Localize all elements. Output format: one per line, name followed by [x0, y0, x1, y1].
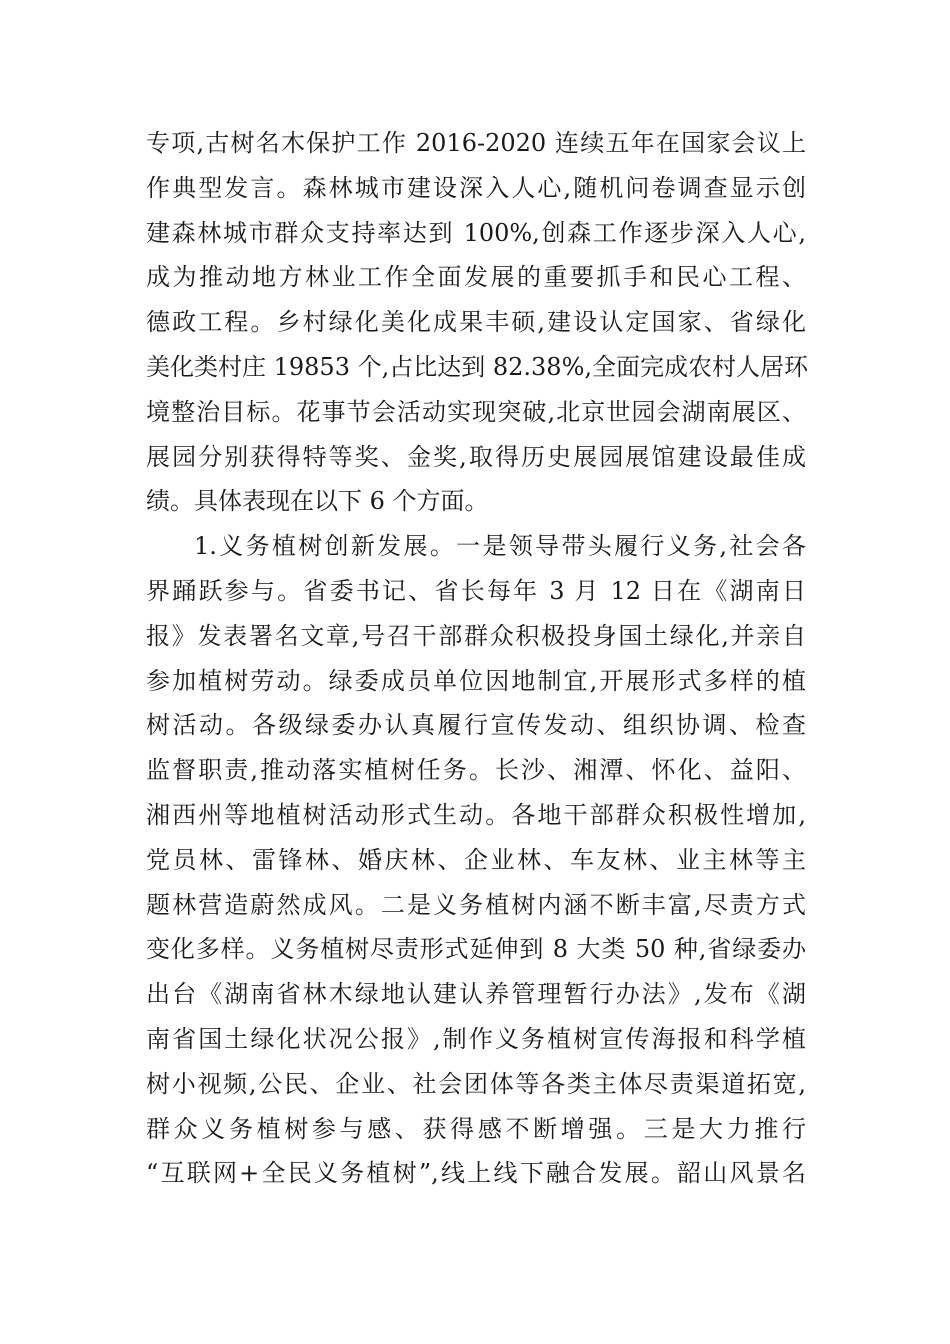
text-line: 树活动。各级绿委办认真履行宣传发动、组织协调、检查	[146, 711, 806, 740]
body-text	[146, 121, 809, 1196]
text-line: 出台《湖南省林木绿地认建认养管理暂行办法》,发布《湖	[146, 980, 806, 1009]
text-line: 绩。具体表现在以下 6 个方面。	[146, 487, 489, 516]
text-line: 监督职责,推动落实植树任务。长沙、湘潭、怀化、益阳、	[146, 756, 806, 785]
text-line: 作典型发言。森林城市建设深入人心,随机问卷调查显示创	[146, 173, 806, 202]
text-line: 群众义务植树参与感、获得感不断增强。三是大力推行	[146, 1114, 806, 1143]
text-line: 变化多样。义务植树尽责形式延伸到 8 大类 50 种,省绿委办	[146, 935, 806, 964]
text-line: 专项,古树名木保护工作 2016-2020 连续五年在国家会议上	[146, 129, 806, 157]
text-line: 南省国土绿化状况公报》,制作义务植树宣传海报和科学植	[146, 1024, 806, 1053]
text-line: 界踊跃参与。省委书记、省长每年 3 月 12 日在《湖南日	[146, 576, 806, 605]
text-line: 美化类村庄 19853 个,占比达到 82.38%,全面完成农村人居环	[146, 352, 809, 381]
text-line: “互联网+全民义务植树”,线上线下融合发展。韶山风景名	[146, 1159, 806, 1188]
text-line: 报》发表署名文章,号召干部群众积极投身国土绿化,并亲自	[146, 621, 806, 650]
text-line: 参加植树劳动。绿委成员单位因地制宜,开展形式多样的植	[146, 666, 806, 695]
text-line: 境整治目标。花事节会活动实现突破,北京世园会湖南展区、	[146, 397, 806, 426]
text-line: 党员林、雷锋林、婚庆林、企业林、车友林、业主林等主	[146, 845, 806, 874]
text-line: 成为推动地方林业工作全面发展的重要抓手和民心工程、	[146, 263, 806, 292]
text-line: 题林营造蔚然成风。二是义务植树内涵不断丰富,尽责方式	[146, 890, 806, 919]
text-line: 德政工程。乡村绿化美化成果丰硕,建设认定国家、省绿化	[146, 308, 806, 337]
text-line: 树小视频,公民、企业、社会团体等各类主体尽责渠道拓宽,	[146, 1069, 806, 1098]
text-line: 湘西州等地植树活动形式生动。各地干部群众积极性增加,	[146, 800, 806, 829]
text-line: 展园分别获得特等奖、金奖,取得历史展园展馆建设最佳成	[146, 442, 806, 471]
section-heading-line: 1.义务植树创新发展。一是领导带头履行义务,社会各	[194, 532, 806, 561]
text-line: 建森林城市群众支持率达到 100%,创森工作逐步深入人心,	[146, 218, 806, 247]
